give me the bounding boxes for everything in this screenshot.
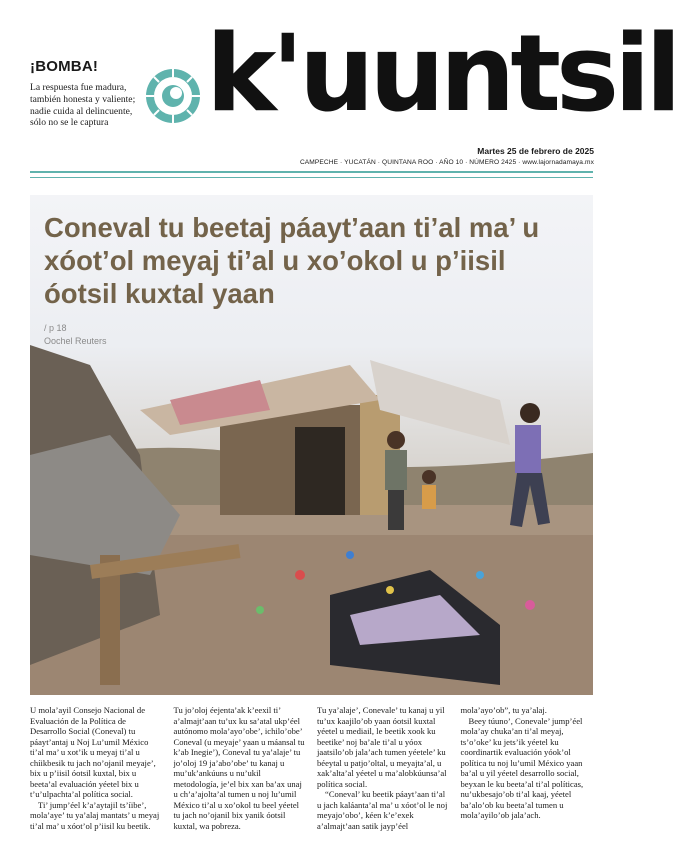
article-column — [30, 705, 163, 831]
promo-box — [30, 58, 150, 129]
article-paragraph: Tu ya’alaje’, Conevale’ tu kanaj u yil tu’ux kaajilo’ob yaan óotsil kuxtal yéetel u mediail, le beetik xook ku beetike’ noj ba’ale ti’al u yóox jaatsilo’ob jala’ach tumen yéetele’ ku béeytal u patjo’oltal, u meyajta’al, u xak’alta’al yéetel u ma’alobkúunsa’al política social. — [317, 705, 447, 789]
article-paragraph: Beey túuno’, Conevale’ jump’éel mola’ay chuka’an ti’al meyaj, ts’o’oke’ ku jets’ik yéetel ku coordinartik evaluación yóok’ol política tu noj lu’umil México yaan ba’al u yil yéetel desarrollo social, beyxan le ku beeta’al ti’al políticas, nu’ukbesajo’ob ti’al kaaj, yéetel ba’alo’ob ku beeta’al tumen u mola’ayilo’ob jala’ach. — [460, 715, 584, 820]
article-paragraph: Ti’ jump’éel k’a’aytajil ts’íibe’, mola’aye’ tu ya’alaj mantats’ u meyaj ti’al ma’ u xóot’ol p’iisil ku beetik. — [30, 799, 160, 831]
article-column — [174, 705, 307, 831]
header-divider — [30, 171, 593, 173]
article-column — [317, 705, 450, 831]
article-paragraph: Tu jo’oloj éejenta’ak k’eexil ti’ a’almajt’aan tu’ux ku sa’atal ukp’éel autónomo mola’ayo’obe’, ichilo’obe’ Coneval (u meyaje’ yaan u máansal tu k’ab Inegie’), Coneval tu ya’alaje’ tu jo’oloj 19 ja’abo’obe’ tu kanaj u mu’uk’ankúuns u nu’ukil metodología, je’el bix xan ba’ax unaj u ch’a’ajolta’al tumen u noj lu’umil México ti’al u xo’okol tu beel yéetel tu jach no’ojanil bix yanik óotsil kuxtal, wa pobreza. — [173, 705, 305, 831]
header-divider-thin — [30, 177, 593, 178]
issue-date: Martes 25 de febrero de 2025 — [477, 146, 594, 156]
promo-title: ¡BOMBA! — [30, 58, 99, 75]
article-column — [461, 705, 594, 831]
article-paragraph: mola’ayo’ob”, tu ya’alaj. — [460, 705, 547, 715]
masthead-logo: k'uuntsil — [206, 12, 677, 135]
article-paragraph: U mola’ayil Consejo Nacional de Evaluación de la Política de Desarrollo Social (Coneval) tu páayt’antaj u Noj Lu’umil México ti’al ma’ u xot’ik u meyaj ti’al u chíikbesik tu jach no’ojanil meyaje’, bix u p’iisil óotsil kuxtal, bix u beeta’al evaluación yéetel bix u t’u’ulpachta’al política social. — [30, 705, 156, 799]
sun-logo-icon — [143, 66, 203, 126]
cover-photo — [30, 195, 593, 695]
article-body — [30, 705, 593, 831]
promo-text: La respuesta fue madura, también honesta y valiente; nadie cuida al delincuente, sólo no se le captura — [30, 82, 136, 129]
photo-credit: Oochel Reuters — [44, 336, 107, 346]
article-paragraph: “Coneval’ ku beetik páayt’aan ti’al u jach kaláanta’al ma’ u xóot’ol le noj meyajo’obo’, kéen k’e’exek a’almajt’aan satik jayp’éel — [317, 789, 448, 831]
cover-headline: Coneval tu beetaj páayt’aan ti’al ma’ u xóot’ol meyaj ti’al u xo’okol u p’iisil óotsil kuxtal yaan — [44, 212, 540, 309]
edition-line: CAMPECHE · YUCATÁN · QUINTANA ROO · AÑO 10 · NÚMERO 2425 · www.lajornadamaya.mx — [299, 159, 594, 166]
page-reference: / p 18 — [44, 323, 67, 333]
